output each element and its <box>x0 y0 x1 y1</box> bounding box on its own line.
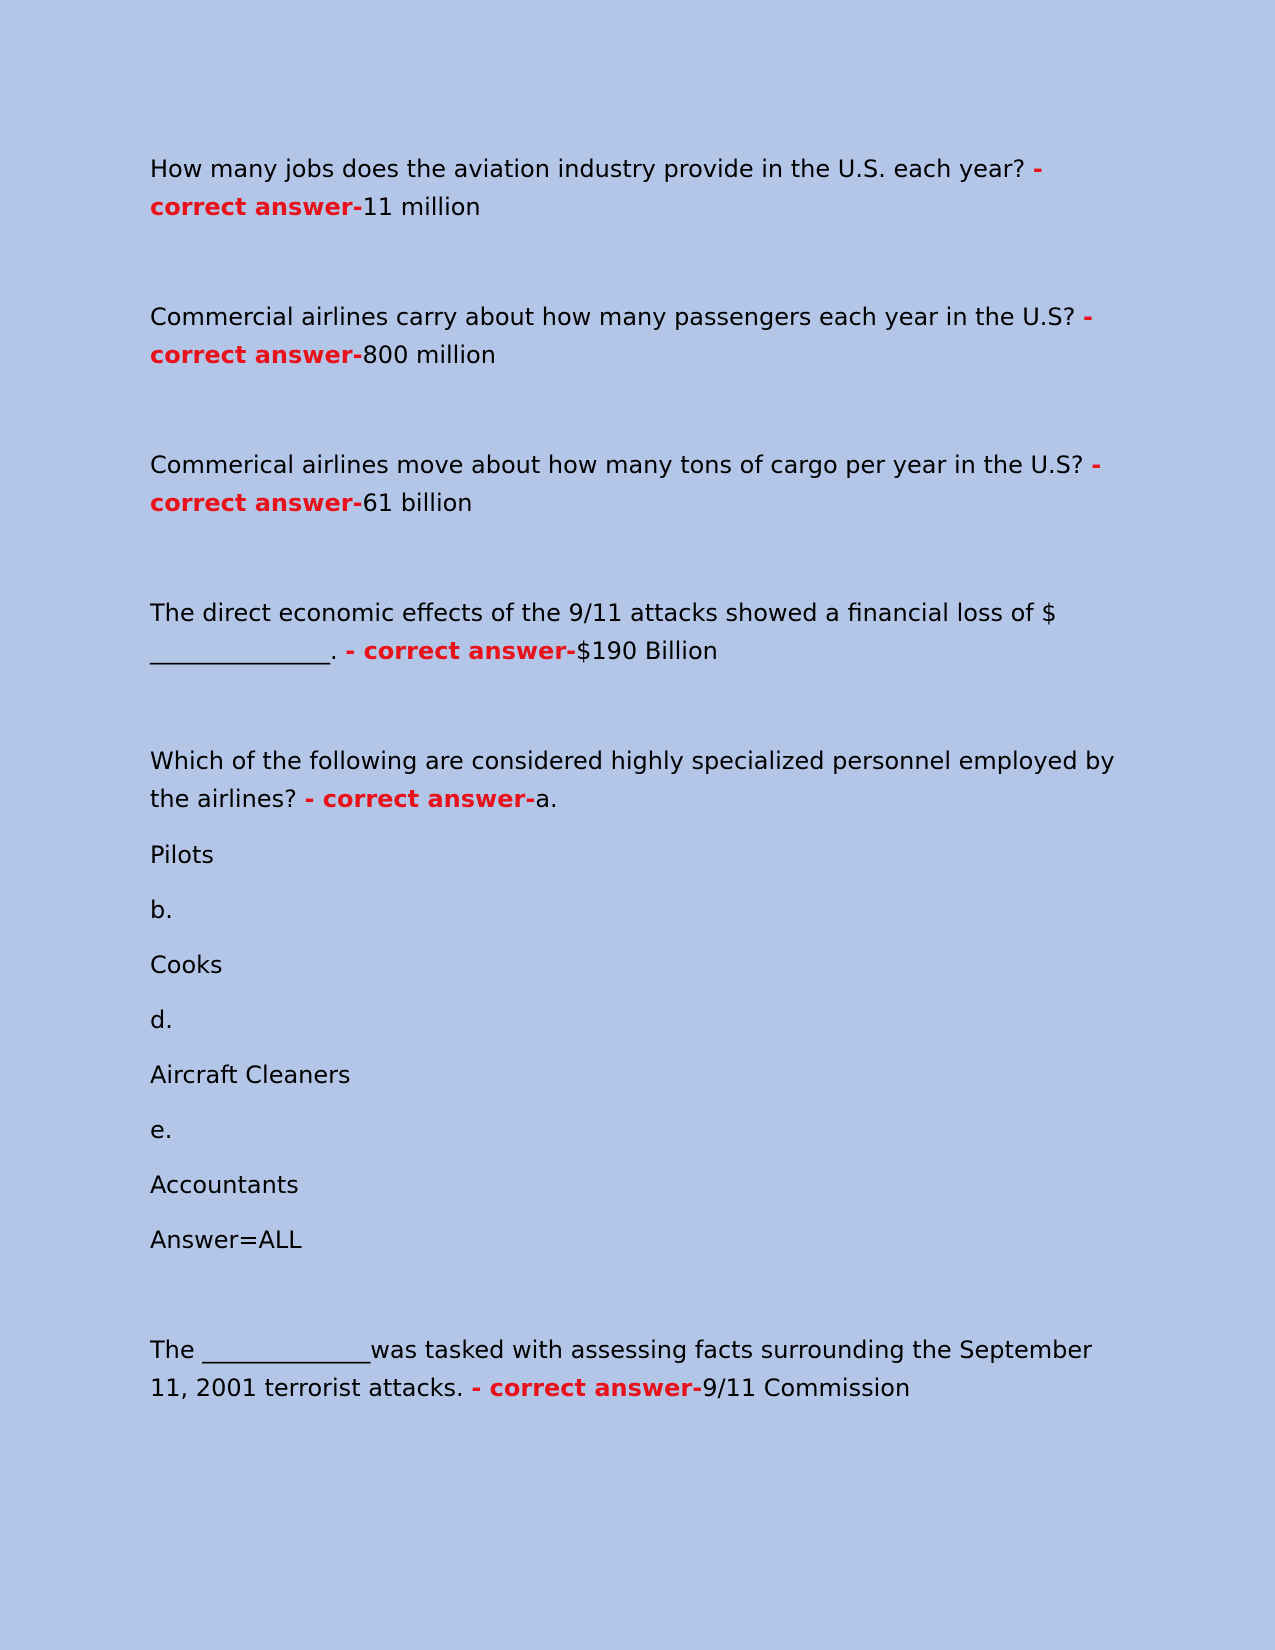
option-line: Accountants <box>150 1171 299 1199</box>
option-line: e. <box>150 1116 173 1144</box>
correct-answer-marker: - correct answer- <box>150 303 1093 369</box>
correct-answer-marker: - correct answer- <box>345 637 577 665</box>
question-text: The direct economic effects of the 9/11 attacks showed a financial loss of $ _______________. <box>150 599 1057 665</box>
answer-text: 9/11 Commission <box>702 1374 911 1402</box>
qa-item-1 <box>150 150 1120 226</box>
qa-item-6 <box>150 1331 1120 1407</box>
question-text: Which of the following are considered highly specialized personnel employed by the airlines? <box>150 747 1115 813</box>
qa-item-5 <box>150 742 1120 818</box>
question-text: The ______________was tasked with assessing facts surrounding the September 11, 2001 terrorist attacks. <box>150 1336 1092 1402</box>
option-line: b. <box>150 896 173 924</box>
correct-answer-marker: - correct answer- <box>471 1374 703 1402</box>
option-line: Aircraft Cleaners <box>150 1061 351 1089</box>
answer-text: 11 million <box>362 193 481 221</box>
option-line: Answer=ALL <box>150 1226 302 1254</box>
option-line: Cooks <box>150 951 223 979</box>
correct-answer-marker: - correct answer- <box>304 785 536 813</box>
document-body <box>150 150 1120 1479</box>
answer-text: $190 Billion <box>576 637 718 665</box>
question-text: Commerical airlines move about how many tons of cargo per year in the U.S? <box>150 451 1092 479</box>
option-line: Pilots <box>150 841 214 869</box>
question-text: How many jobs does the aviation industry provide in the U.S. each year? <box>150 155 1033 183</box>
qa-item-2 <box>150 298 1120 374</box>
correct-answer-marker: - correct answer- <box>150 451 1102 517</box>
qa-item-3 <box>150 446 1120 522</box>
answer-text: 61 billion <box>362 489 473 517</box>
qa-item-4 <box>150 594 1120 670</box>
answer-text: 800 million <box>362 341 496 369</box>
question-text: Commercial airlines carry about how many passengers each year in the U.S? <box>150 303 1083 331</box>
answer-text: a. <box>535 785 558 813</box>
option-line: d. <box>150 1006 173 1034</box>
correct-answer-marker: - correct answer- <box>150 155 1043 221</box>
